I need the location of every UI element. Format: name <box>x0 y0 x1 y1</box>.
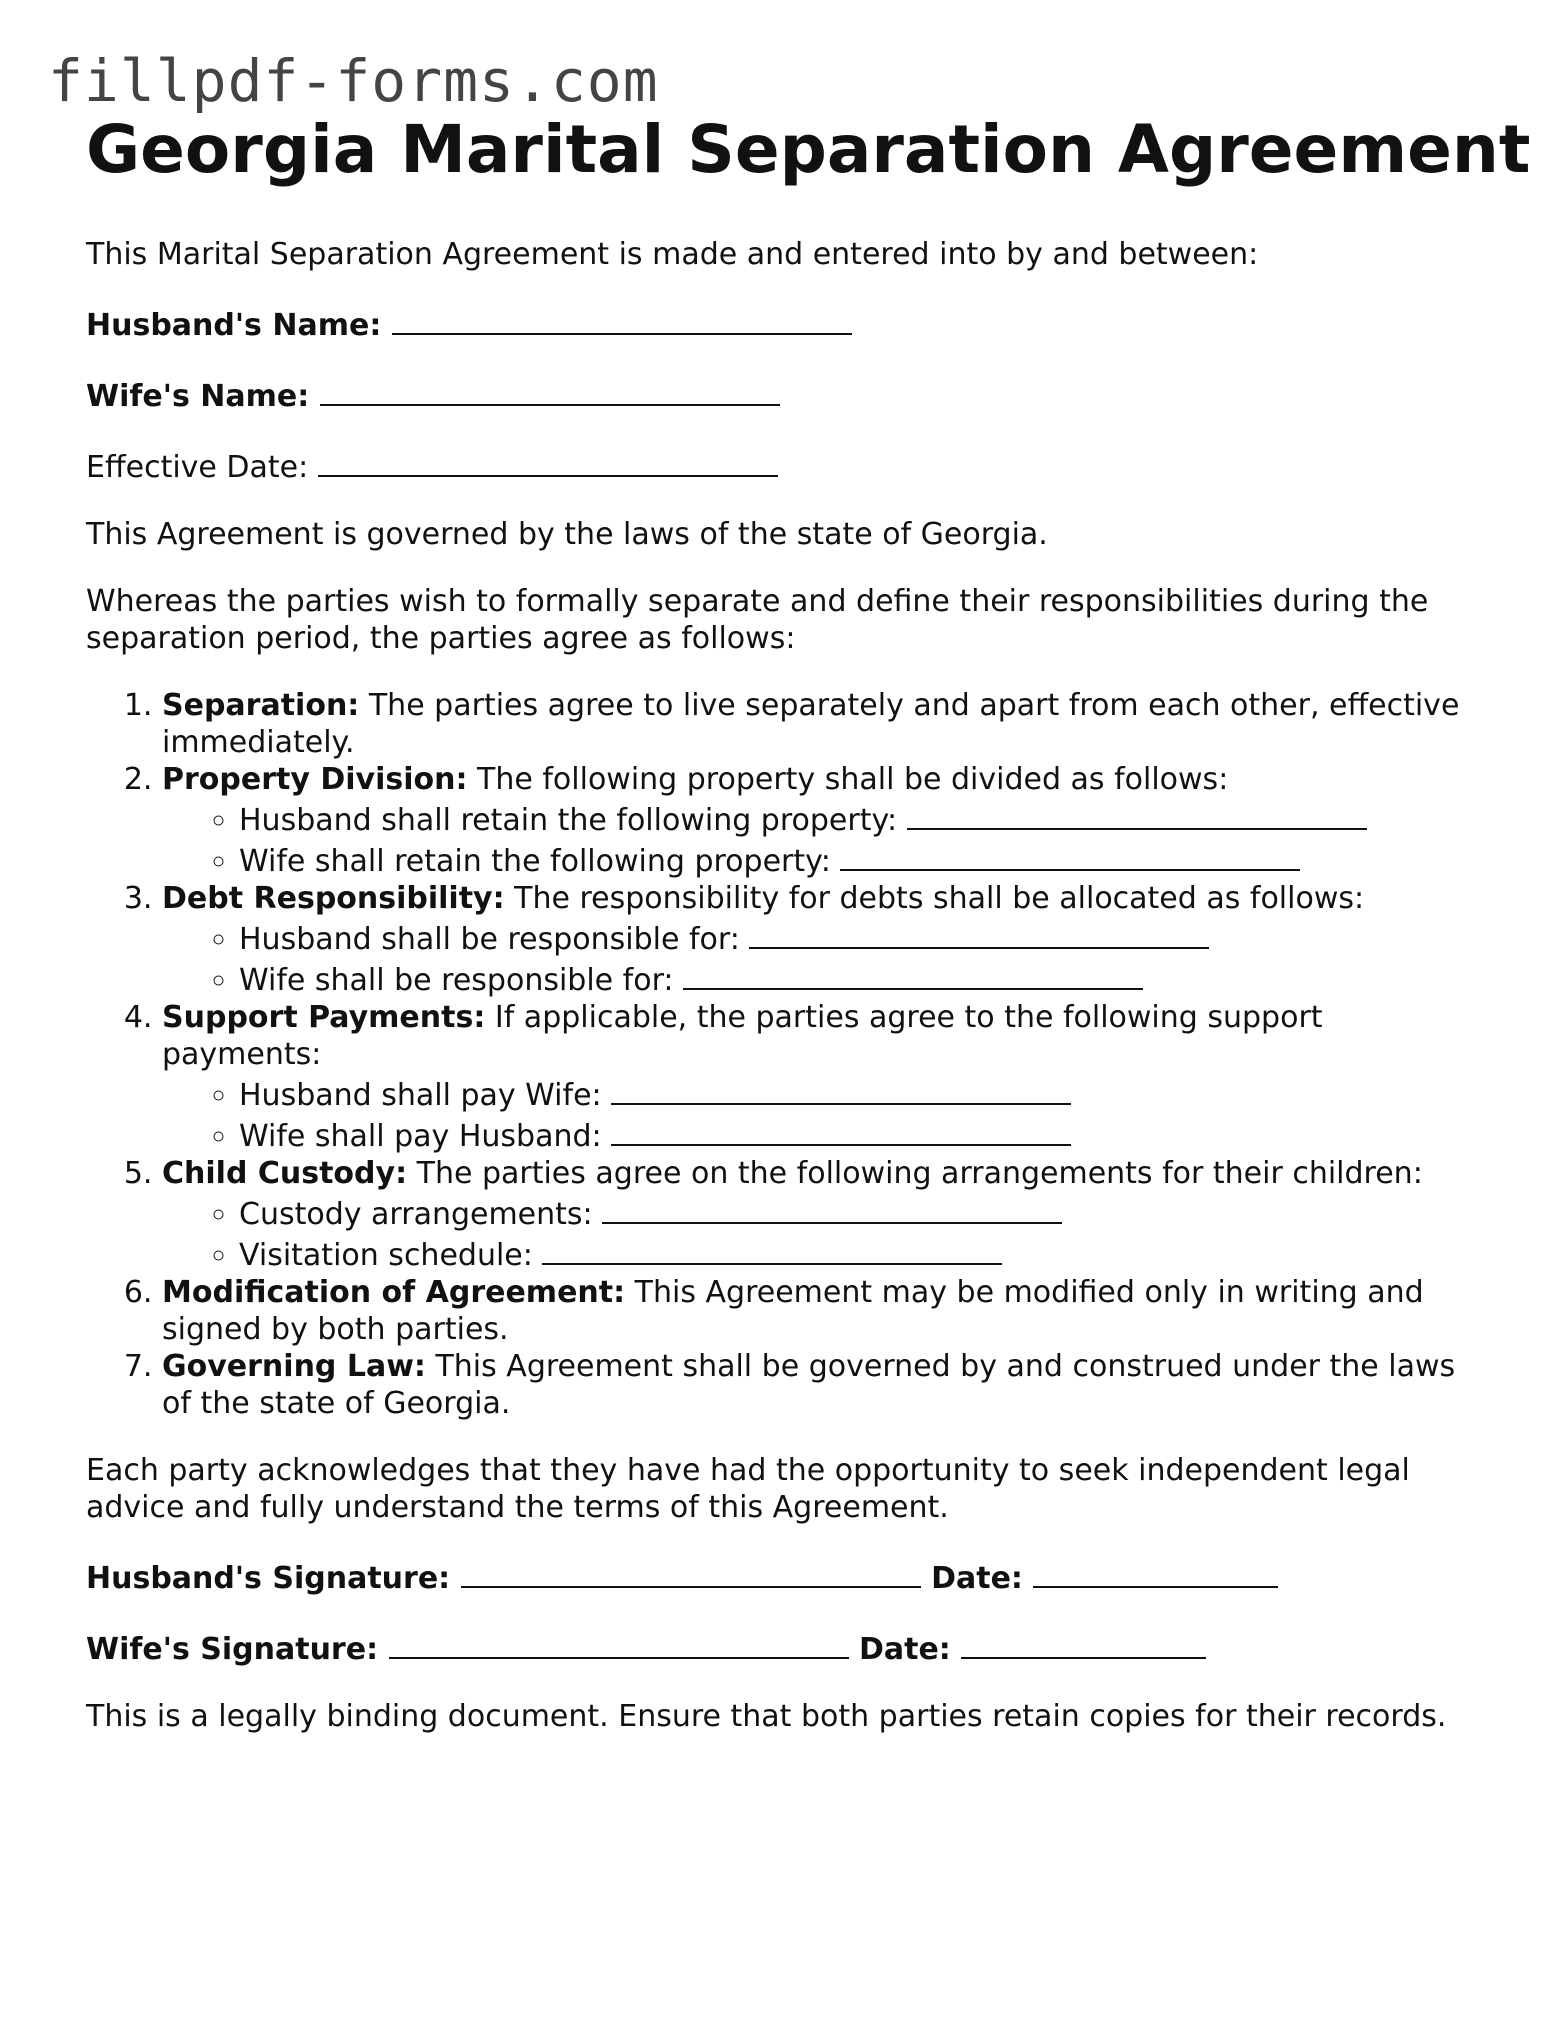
sub-list <box>162 798 1486 880</box>
sub-list <box>162 1073 1486 1155</box>
clause-text: The responsibility for debts shall be allocated as follows: <box>504 881 1365 916</box>
wife-pays-blank[interactable] <box>611 1114 1071 1146</box>
clause-title: Governing Law: <box>162 1349 426 1384</box>
husband-date-label: Date: <box>931 1561 1023 1596</box>
sub-item <box>239 1114 1486 1155</box>
wife-signature-blank[interactable] <box>389 1627 849 1659</box>
visitation-blank[interactable] <box>542 1233 1002 1265</box>
husband-signature-line <box>86 1556 1486 1597</box>
sub-label: Visitation schedule: <box>239 1238 533 1273</box>
watermark: fillpdf-forms.com <box>48 47 659 115</box>
wife-name-field <box>86 374 1486 415</box>
sub-label: Wife shall pay Husband: <box>239 1119 602 1154</box>
clause-item <box>162 761 1486 880</box>
sub-label: Wife shall retain the following property: <box>239 844 831 879</box>
clause-item <box>162 1155 1486 1274</box>
clause-title: Child Custody: <box>162 1156 408 1191</box>
wife-signature-label: Wife's Signature: <box>86 1632 379 1667</box>
effective-date-field <box>86 445 1486 486</box>
clause-title: Modification of Agreement: <box>162 1275 626 1310</box>
clause-item <box>162 687 1486 761</box>
wife-signature-line <box>86 1627 1486 1668</box>
clause-list <box>86 687 1486 1422</box>
husband-name-label: Husband's Name: <box>86 308 382 343</box>
sub-item <box>239 798 1486 839</box>
wife-name-blank[interactable] <box>320 374 780 406</box>
husband-name-blank[interactable] <box>392 303 852 335</box>
sub-item <box>239 839 1486 880</box>
husband-property-blank[interactable] <box>907 798 1367 830</box>
clause-title: Support Payments: <box>162 1000 486 1035</box>
husband-date-blank[interactable] <box>1033 1556 1278 1588</box>
clause-text: This Agreement shall be governed by and construed under the laws of the state of Georgia. <box>162 1349 1456 1421</box>
closing-text: This is a legally binding document. Ensure that both parties retain copies for their records. <box>86 1699 1447 1734</box>
sub-item <box>239 1073 1486 1114</box>
clause-item <box>162 1348 1486 1422</box>
effective-date-label: Effective Date: <box>86 450 309 485</box>
sub-label: Custody arrangements: <box>239 1197 593 1232</box>
wife-date-label: Date: <box>858 1632 951 1667</box>
husband-signature-label: Husband's Signature: <box>86 1561 451 1596</box>
wife-property-blank[interactable] <box>840 839 1300 871</box>
clause-title: Debt Responsibility: <box>162 881 505 916</box>
clause-text: This Agreement may be modified only in writing and signed by both parties. <box>162 1275 1424 1347</box>
sub-label: Husband shall retain the following property: <box>239 803 898 838</box>
sub-item <box>239 958 1486 999</box>
wife-debt-blank[interactable] <box>683 958 1143 990</box>
sub-label: Husband shall be responsible for: <box>239 922 740 957</box>
sub-item <box>239 1233 1486 1274</box>
effective-date-blank[interactable] <box>318 445 778 477</box>
clause-item <box>162 999 1486 1155</box>
page-title: Georgia Marital Separation Agreement <box>86 111 1531 188</box>
clause-title: Property Division: <box>162 762 468 797</box>
document-body <box>86 110 1531 1765</box>
governed-text: This Agreement is governed by the laws of the state of Georgia. <box>86 517 1048 552</box>
whereas-text: Whereas the parties wish to formally separate and define their responsibilities during the separation period, the parties agree as follows: <box>86 584 1429 656</box>
husband-name-field <box>86 303 1486 344</box>
wife-name-label: Wife's Name: <box>86 379 310 414</box>
intro-text: This Marital Separation Agreement is made and entered into by and between: <box>86 237 1259 272</box>
sub-label: Wife shall be responsible for: <box>239 963 674 998</box>
husband-pays-blank[interactable] <box>611 1073 1071 1105</box>
wife-date-blank[interactable] <box>961 1627 1206 1659</box>
sub-item <box>239 1192 1486 1233</box>
sub-list <box>162 917 1486 999</box>
clause-text: If applicable, the parties agree to the following support payments: <box>162 1000 1323 1072</box>
sub-label: Husband shall pay Wife: <box>239 1078 602 1113</box>
clause-text: The parties agree to live separately and apart from each other, effective immediately. <box>162 688 1460 760</box>
sub-item <box>239 917 1486 958</box>
clause-item <box>162 1274 1486 1348</box>
sub-list <box>162 1192 1486 1274</box>
clause-text: The parties agree on the following arrangements for their children: <box>407 1156 1423 1191</box>
clause-title: Separation: <box>162 688 360 723</box>
custody-blank[interactable] <box>602 1192 1062 1224</box>
acknowledgement-text: Each party acknowledges that they have had the opportunity to seek independent legal advice and fully understand the terms of this Agreement. <box>86 1453 1410 1525</box>
clause-item <box>162 880 1486 999</box>
clause-text: The following property shall be divided as follows: <box>467 762 1229 797</box>
husband-signature-blank[interactable] <box>461 1556 921 1588</box>
husband-debt-blank[interactable] <box>749 917 1209 949</box>
